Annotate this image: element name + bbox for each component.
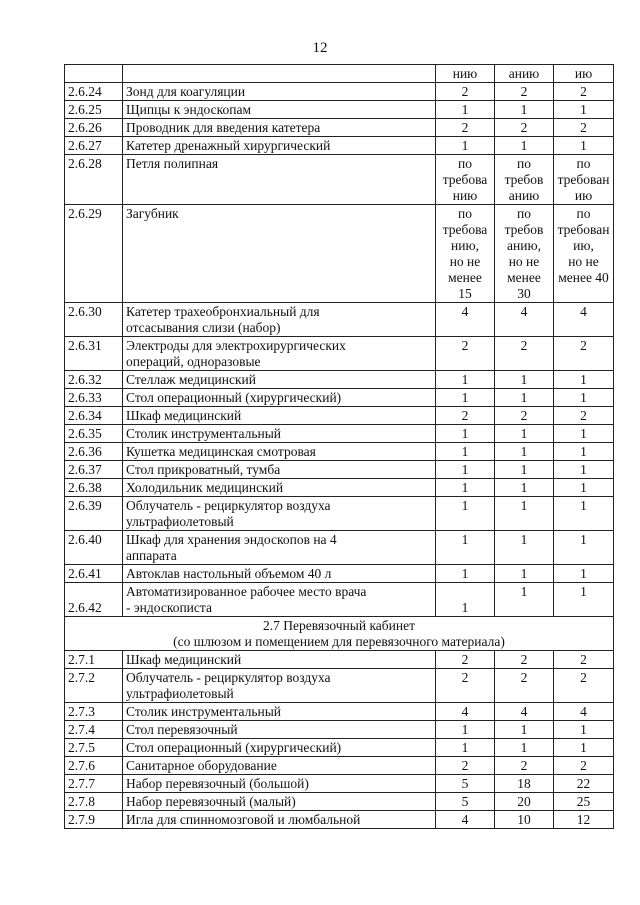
qty-col-1: 1	[436, 101, 495, 119]
qty-col-1: 1	[436, 479, 495, 497]
qty-col-1: 1	[436, 583, 495, 617]
table-row	[65, 757, 614, 775]
qty-col-2: 4	[495, 703, 554, 721]
qty-col-3: ию	[554, 65, 614, 83]
equipment-table	[64, 64, 614, 829]
qty-col-3: 22	[554, 775, 614, 793]
item-name: Автоматизированное рабочее место врача - эндоскописта	[123, 583, 436, 617]
qty-col-2: по требов анию, но не менее 30	[495, 205, 554, 303]
qty-col-3: 2	[554, 337, 614, 371]
item-name: Зонд для коагуляции	[123, 83, 436, 101]
qty-col-2: по требов анию	[495, 155, 554, 205]
qty-col-2: анию	[495, 65, 554, 83]
qty-col-1: 1	[436, 531, 495, 565]
table-row	[65, 461, 614, 479]
row-number: 2.6.39	[65, 497, 123, 531]
qty-col-1: 2	[436, 83, 495, 101]
qty-col-1: 2	[436, 337, 495, 371]
item-name: Шкаф медицинский	[123, 651, 436, 669]
table-row	[65, 337, 614, 371]
section-heading: 2.7 Перевязочный кабинет (со шлюзом и помещением для перевязочного материала)	[65, 617, 614, 651]
item-name: Столик инструментальный	[123, 425, 436, 443]
item-name: Автоклав настольный объемом 40 л	[123, 565, 436, 583]
table-row	[65, 83, 614, 101]
qty-col-3: 1	[554, 425, 614, 443]
item-name: Стол перевязочный	[123, 721, 436, 739]
item-name: Игла для спинномозговой и люмбальной	[123, 811, 436, 829]
qty-col-3: 1	[554, 443, 614, 461]
row-number: 2.7.7	[65, 775, 123, 793]
item-name: Санитарное оборудование	[123, 757, 436, 775]
row-number: 2.6.26	[65, 119, 123, 137]
item-name: Облучатель - рециркулятор воздуха ультрафиолетовый	[123, 497, 436, 531]
qty-col-1: 1	[436, 371, 495, 389]
qty-col-2: 1	[495, 565, 554, 583]
table-row	[65, 669, 614, 703]
row-number: 2.6.35	[65, 425, 123, 443]
qty-col-3: 2	[554, 651, 614, 669]
qty-col-2: 2	[495, 83, 554, 101]
qty-col-3: 1	[554, 565, 614, 583]
row-number: 2.6.33	[65, 389, 123, 407]
qty-col-2: 1	[495, 461, 554, 479]
item-name: Холодильник медицинский	[123, 479, 436, 497]
qty-col-2: 20	[495, 793, 554, 811]
row-number: 2.6.36	[65, 443, 123, 461]
qty-col-3: 1	[554, 461, 614, 479]
table-row	[65, 303, 614, 337]
qty-col-1: 2	[436, 119, 495, 137]
row-number: 2.6.32	[65, 371, 123, 389]
row-number: 2.7.4	[65, 721, 123, 739]
qty-col-1: 5	[436, 793, 495, 811]
item-name: Облучатель - рециркулятор воздуха ультрафиолетовый	[123, 669, 436, 703]
row-number: 2.6.28	[65, 155, 123, 205]
row-number: 2.6.37	[65, 461, 123, 479]
row-number: 2.6.27	[65, 137, 123, 155]
qty-col-3: 1	[554, 497, 614, 531]
qty-col-3: 1	[554, 389, 614, 407]
qty-col-1: по требова нию, но не менее 15	[436, 205, 495, 303]
qty-col-3: 2	[554, 407, 614, 425]
qty-col-1: 2	[436, 407, 495, 425]
table-row	[65, 775, 614, 793]
table-row	[65, 443, 614, 461]
item-name: Стеллаж медицинский	[123, 371, 436, 389]
qty-col-2: 2	[495, 757, 554, 775]
item-name: Шкаф для хранения эндоскопов на 4 аппарата	[123, 531, 436, 565]
item-name: Проводник для введения катетера	[123, 119, 436, 137]
item-name: Стол прикроватный, тумба	[123, 461, 436, 479]
qty-col-3: 1	[554, 721, 614, 739]
qty-col-1: 4	[436, 303, 495, 337]
qty-col-1: 1	[436, 739, 495, 757]
qty-col-2: 1	[495, 479, 554, 497]
table-row	[65, 531, 614, 565]
item-name: Катетер дренажный хирургический	[123, 137, 436, 155]
table-row	[65, 793, 614, 811]
qty-col-2: 1	[495, 101, 554, 119]
qty-col-2: 1	[495, 497, 554, 531]
qty-col-2: 2	[495, 669, 554, 703]
item-name: Шкаф медицинский	[123, 407, 436, 425]
qty-col-2: 1	[495, 721, 554, 739]
table-row	[65, 371, 614, 389]
qty-col-3: 12	[554, 811, 614, 829]
qty-col-1: 4	[436, 703, 495, 721]
item-name: Загубник	[123, 205, 436, 303]
qty-col-3: 1	[554, 739, 614, 757]
qty-col-3: 2	[554, 83, 614, 101]
table-row	[65, 479, 614, 497]
table-row	[65, 407, 614, 425]
item-name: Щипцы к эндоскопам	[123, 101, 436, 119]
item-name: Кушетка медицинская смотровая	[123, 443, 436, 461]
table-row	[65, 155, 614, 205]
row-number	[65, 65, 123, 83]
item-name: Петля полипная	[123, 155, 436, 205]
qty-col-3: по требован ию	[554, 155, 614, 205]
item-name: Электроды для электрохирургических операций, одноразовые	[123, 337, 436, 371]
qty-col-3: 1	[554, 101, 614, 119]
row-number: 2.6.31	[65, 337, 123, 371]
qty-col-1: 1	[436, 443, 495, 461]
qty-col-1: 1	[436, 389, 495, 407]
qty-col-1: 2	[436, 757, 495, 775]
qty-col-3: 2	[554, 669, 614, 703]
qty-col-3: 1	[554, 371, 614, 389]
qty-col-2: 1	[495, 583, 554, 617]
row-number: 2.6.34	[65, 407, 123, 425]
qty-col-2: 2	[495, 651, 554, 669]
qty-col-3: 4	[554, 303, 614, 337]
qty-col-2: 1	[495, 739, 554, 757]
item-name: Стол операционный (хирургический)	[123, 739, 436, 757]
table-row	[65, 101, 614, 119]
qty-col-3: 25	[554, 793, 614, 811]
qty-col-3: 1	[554, 479, 614, 497]
qty-col-2: 1	[495, 443, 554, 461]
item-name: Стол операционный (хирургический)	[123, 389, 436, 407]
qty-col-1: 2	[436, 669, 495, 703]
row-number: 2.6.24	[65, 83, 123, 101]
row-number: 2.6.25	[65, 101, 123, 119]
table-row	[65, 811, 614, 829]
qty-col-3: 1	[554, 531, 614, 565]
qty-col-3: по требован ию, но не менее 40	[554, 205, 614, 303]
qty-col-3: 1	[554, 583, 614, 617]
qty-col-1: 1	[436, 461, 495, 479]
qty-col-1: по требова нию	[436, 155, 495, 205]
qty-col-1: 1	[436, 137, 495, 155]
qty-col-2: 2	[495, 119, 554, 137]
qty-col-2: 4	[495, 303, 554, 337]
row-number: 2.7.5	[65, 739, 123, 757]
qty-col-3: 4	[554, 703, 614, 721]
row-number: 2.6.30	[65, 303, 123, 337]
table-row	[65, 389, 614, 407]
qty-col-2: 10	[495, 811, 554, 829]
qty-col-2: 2	[495, 407, 554, 425]
table-row	[65, 137, 614, 155]
row-number: 2.6.38	[65, 479, 123, 497]
qty-col-1: 1	[436, 425, 495, 443]
page-number: 12	[312, 40, 328, 56]
row-number: 2.7.2	[65, 669, 123, 703]
row-number: 2.7.8	[65, 793, 123, 811]
qty-col-2: 1	[495, 137, 554, 155]
row-number: 2.6.41	[65, 565, 123, 583]
item-name: Катетер трахеобронхиальный для отсасывания слизи (набор)	[123, 303, 436, 337]
qty-col-2: 2	[495, 337, 554, 371]
qty-col-1: 4	[436, 811, 495, 829]
row-number: 2.7.3	[65, 703, 123, 721]
item-name	[123, 65, 436, 83]
table-row	[65, 65, 614, 83]
qty-col-3: 2	[554, 119, 614, 137]
table-row	[65, 205, 614, 303]
item-name: Набор перевязочный (большой)	[123, 775, 436, 793]
row-number: 2.7.9	[65, 811, 123, 829]
qty-col-2: 1	[495, 389, 554, 407]
qty-col-1: 1	[436, 497, 495, 531]
qty-col-1: 2	[436, 651, 495, 669]
qty-col-2: 1	[495, 425, 554, 443]
row-number: 2.6.40	[65, 531, 123, 565]
qty-col-2: 18	[495, 775, 554, 793]
table-row	[65, 721, 614, 739]
table-row	[65, 739, 614, 757]
qty-col-1: 1	[436, 565, 495, 583]
table-row	[65, 425, 614, 443]
qty-col-3: 2	[554, 757, 614, 775]
section-header-row	[65, 617, 614, 651]
row-number: 2.6.29	[65, 205, 123, 303]
row-number: 2.7.6	[65, 757, 123, 775]
table-row	[65, 703, 614, 721]
table-row	[65, 651, 614, 669]
qty-col-3: 1	[554, 137, 614, 155]
row-number: 2.6.42	[65, 583, 123, 617]
table-row	[65, 565, 614, 583]
item-name: Набор перевязочный (малый)	[123, 793, 436, 811]
item-name: Столик инструментальный	[123, 703, 436, 721]
table-row	[65, 119, 614, 137]
row-number: 2.7.1	[65, 651, 123, 669]
table-row	[65, 583, 614, 617]
qty-col-2: 1	[495, 531, 554, 565]
qty-col-1: 5	[436, 775, 495, 793]
table-row	[65, 497, 614, 531]
qty-col-1: 1	[436, 721, 495, 739]
qty-col-1: нию	[436, 65, 495, 83]
qty-col-2: 1	[495, 371, 554, 389]
